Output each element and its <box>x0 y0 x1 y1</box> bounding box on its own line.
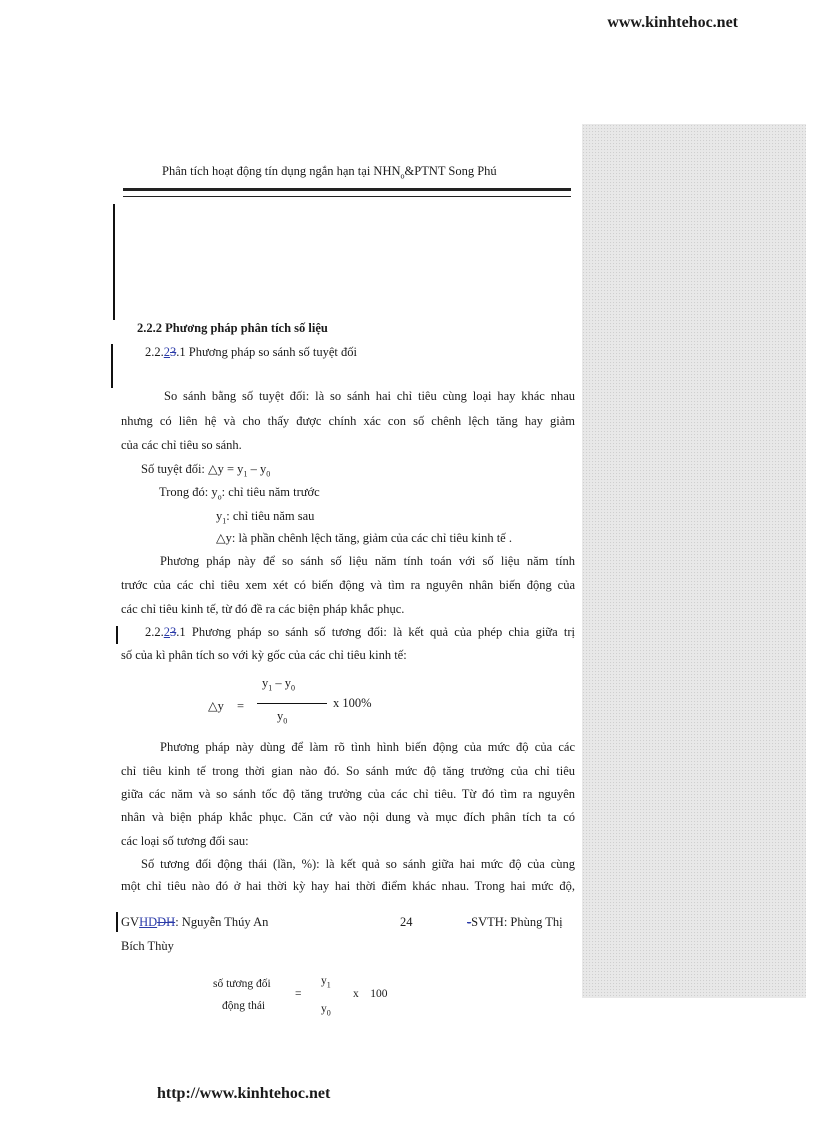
markup-side-panel <box>582 124 806 998</box>
paragraph-line <box>121 857 575 872</box>
page-number: 24 <box>400 915 413 929</box>
f1-num-y: y <box>262 676 269 690</box>
header-title-pre: Phân tích hoạt động tín dụng ngắn hạn tại NHN <box>162 164 401 178</box>
footer-student-name: Bích Thùy <box>121 939 174 953</box>
paragraph-line <box>121 740 575 755</box>
f1-num-s1: 1 <box>268 683 273 693</box>
y1-post: : chỉ tiêu năm sau <box>226 509 315 523</box>
p3-line-5: các loại số tương đối sau: <box>121 834 249 848</box>
p3-line-2: chỉ tiêu kinh tế trong thời gian nào đó. So sánh mức độ tăng trưởng của chỉ tiêu <box>121 764 575 778</box>
sub1-prefix: 2.2. <box>145 345 164 359</box>
f2-den-s: 0 <box>326 1008 331 1018</box>
f1-den-s: 0 <box>283 716 288 726</box>
section-heading: 2.2.2 Phương pháp phân tích số liệu <box>137 321 328 335</box>
deleted-text: 3 <box>170 625 177 639</box>
subsection-heading-2 <box>145 625 575 640</box>
p2-line-1: Phương pháp này để so sánh số liệu năm tính toán với số liệu năm tính <box>160 554 575 568</box>
f1-den-y: y <box>277 709 284 723</box>
footer-gv-name: : Nguyễn Thúy An <box>175 915 269 929</box>
formula1-lhs: △y <box>208 699 224 713</box>
p3-line-1: Phương pháp này dùng để làm rõ tình hình biến động của mức độ của các <box>160 740 575 754</box>
sub1-rest: .1 Phương pháp so sánh số tuyệt đối <box>176 345 357 359</box>
site-url-top[interactable]: www.kinhtehoc.net <box>607 14 738 31</box>
abs-label: Số tuyệt đối: △y = y <box>141 462 244 476</box>
formula2-equals: = <box>295 988 302 1000</box>
running-header <box>162 164 497 184</box>
y1-pre: y <box>216 509 223 523</box>
footer-lecturer <box>121 915 268 930</box>
y1-line <box>216 509 314 529</box>
formula1-denominator <box>277 709 287 726</box>
y1-sub: 1 <box>222 516 227 526</box>
p3-line-3: giữa các năm và so sánh tốc độ tăng trưởng của các chỉ tiêu. Từ đó tìm ra nguyên <box>121 787 575 801</box>
absolute-formula-line <box>141 462 270 482</box>
p3-line-4: nhân và biện pháp khắc phục. Căn cứ vào nội dung và mục đích phân tích ta có <box>121 810 575 824</box>
f2-num-s: 1 <box>326 980 331 990</box>
formula1-fraction-bar <box>257 703 327 704</box>
change-bar <box>111 344 113 388</box>
deleted-text: - <box>467 915 472 929</box>
header-double-rule <box>123 188 571 197</box>
p4-line-1: Số tương đối động thái (lần, %): là kết quả so sánh giữa hai mức độ của cùng <box>141 857 575 871</box>
inserted-text: 2 <box>163 345 170 359</box>
where-post: : chỉ tiêu năm trước <box>221 485 320 499</box>
p4-line-2: một chỉ tiêu nào đó ở hai thời kỳ hay hai thời điểm khác nhau. Trong hai mức độ, <box>121 879 575 893</box>
footer-svth: SVTH: Phùng Thị <box>471 915 563 929</box>
deleted-text: 3 <box>170 345 177 359</box>
p2-line-2: trước của các chỉ tiêu xem xét có biến động và tìm ra nguyên nhân biến động của <box>121 578 575 592</box>
inserted-text: 2 <box>163 625 170 639</box>
header-title-sub: o <box>400 171 405 181</box>
paragraph-line <box>121 389 575 404</box>
footer-student <box>467 915 563 930</box>
formula1-numerator <box>262 676 295 693</box>
inserted-text: HD <box>139 915 158 929</box>
p2-line-3: các chỉ tiêu kinh tế, từ đó đề ra các biện pháp khắc phục. <box>121 602 405 616</box>
formula1-multiplier: x 100% <box>333 696 372 710</box>
delta-y-line: △y: là phần chênh lệch tăng, giảm của các chỉ tiêu kinh tế . <box>216 531 512 545</box>
formula1-equals: = <box>237 699 245 713</box>
f1-num-mid: – y <box>272 676 291 690</box>
f2-den-y: y <box>321 1003 327 1015</box>
f1-num-s0: 0 <box>291 683 295 693</box>
p1-line-3: của các chỉ tiêu so sánh. <box>121 438 242 452</box>
formula2-numerator <box>321 975 331 989</box>
sub2-line-2: số của kì phân tích so với kỳ gốc của các chỉ tiêu kinh tế: <box>121 648 407 662</box>
footer-gv-pre: GV <box>121 915 140 929</box>
change-bar <box>116 626 118 644</box>
change-bar <box>113 204 115 320</box>
where-pre: Trong đó: y <box>159 485 218 499</box>
formula2-lhs-line-2: động thái <box>222 1000 266 1012</box>
header-title-post: &PTNT Song Phú <box>404 164 497 178</box>
deleted-text: DH <box>157 915 176 929</box>
formula2-lhs-line-1: số tương đối <box>213 978 271 990</box>
formula2-denominator <box>321 1003 331 1017</box>
change-bar <box>116 912 118 932</box>
where-line <box>159 485 320 505</box>
f2-num-y: y <box>321 975 327 987</box>
sub2-prefix: 2.2. <box>145 625 164 639</box>
p1-line-2: nhưng có liên hệ và cho thấy được chính xác con số chênh lệch tăng hay giảm <box>121 414 575 428</box>
subsection-heading-1 <box>145 345 357 360</box>
site-url-bottom[interactable]: http://www.kinhtehoc.net <box>157 1085 331 1102</box>
p1-line-1: So sánh bằng số tuyệt đối: là so sánh hai chỉ tiêu cùng loại hay khác nhau <box>164 389 575 403</box>
abs-sub0: 0 <box>266 469 271 479</box>
formula2-multiplier: x 100 <box>353 988 388 1000</box>
sub2-rest: .1 Phương pháp so sánh số tương đối: là kết quả của phép chia giữa trị <box>176 625 575 639</box>
where-sub: o <box>217 492 222 502</box>
paragraph-line <box>121 554 575 569</box>
abs-sub1: 1 <box>243 469 248 479</box>
abs-mid: – y <box>247 462 267 476</box>
